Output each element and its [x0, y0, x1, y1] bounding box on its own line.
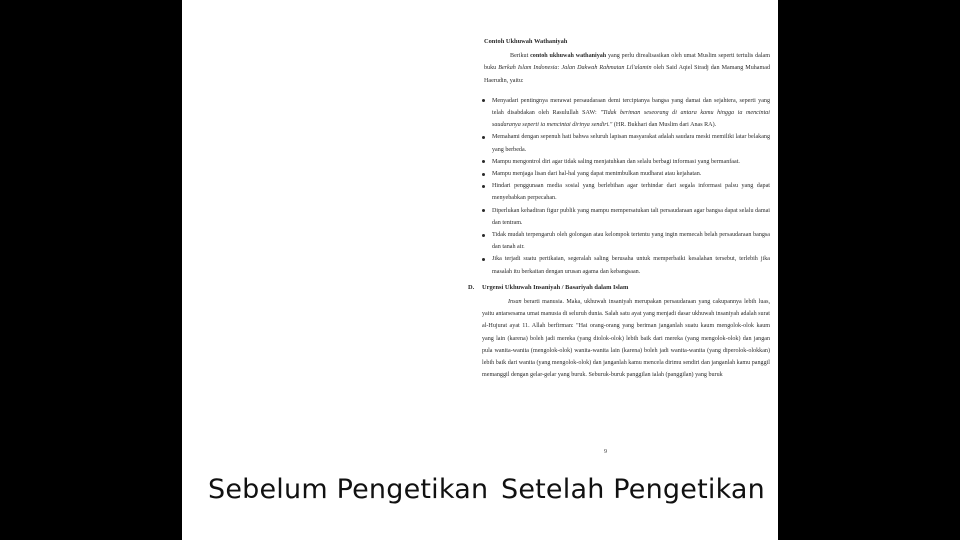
intro-paragraph: Berikut contoh ukhuwah wathaniyah yang perlu direalisasikan oleh umat Muslim seperti tertulis dalam buku Berkah Islam Indonesia: Jalan Dakwah Rahmatan Lil'alamin oleh Said Aqiel Siradj dan Mamang Muhamad Haerudin, yaitu:	[484, 53, 770, 84]
list-item: Jika terjadi suatu pertikaian, segeralah saling berusaha untuk memperbaiki kesalahan tersebut, terlebih jika masalah itu berkaitan dengan urusan agama dan kebangsaan.	[480, 253, 770, 277]
caption-before-typing: Sebelum Pengetikan	[208, 474, 489, 505]
bullet-icon	[482, 209, 485, 212]
bullet-icon	[482, 136, 485, 139]
document-page	[182, 0, 778, 540]
page-number: 9	[604, 449, 607, 455]
list-item: Memahami dengan sepenuh hati bahwa seluruh lapisan masyarakat adalah saudara meski memiliki latar belakang yang berbeda.	[480, 131, 770, 155]
caption-after-typing: Setelah Pengetikan	[501, 474, 765, 505]
section-heading: D. Urgensi Ukhuwah Insaniyah / Basariyah dalam Islam	[468, 283, 629, 291]
bullet-icon	[482, 99, 485, 102]
section-body: Insan berarti manusia. Maka, ukhuwah insaniyah merupakan persaudaraan yang cakupannya lebih luas, yaitu antarsesama umat manusia di seluruh dunia. Salah satu ayat yang menjadi dasar ukhuwah insaniyah adalah surat al-Hujurat ayat 11. Allah berfirman: "Hai orang-orang yang beriman janganlah suatu kaum mengolok-olok kaum yang lain (karena) boleh jadi mereka (yang diolok-olok) lebih baik dari mereka (yang mengolok-olok) dan jangan pula wanita-wanita (mengolok-olok) wanita-wanita lain (karena) boleh jadi wanita-wanita (yang diperolok-olokkan) lebih baik dari wanita (yang mengolok-olok) dan janganlah kamu mencela dirimu sendiri dan janganlah kamu panggil memanggil dengan gelar-gelar yang buruk. Seburuk-buruk panggilan ialah (panggilan) yang buruk	[482, 299, 770, 379]
subheading: Contoh Ukhuwah Wathaniyah	[484, 38, 568, 45]
list-item: Hindari penggunaan media sosial yang berlebihan agar terhindar dari segala informasi palsu yang dapat menyebabkan perpecahan.	[480, 180, 770, 204]
list-item: Mampu mengontrol diri agar tidak saling menjatuhkan dan selalu berbagi informasi yang bermanfaat.	[480, 156, 770, 168]
list-item: Tidak mudah terpengaruh oleh golongan atau kelompok tertentu yang ingin memecah belah persaudaraan bangsa dan tanah air.	[480, 229, 770, 253]
bullet-icon	[482, 185, 485, 188]
bullet-list	[480, 95, 770, 278]
list-item: Mampu menjaga lisan dari hal-hal yang dapat menimbulkan mudharat atau kejahatan.	[480, 168, 770, 180]
bullet-icon	[482, 173, 485, 176]
document-content	[468, 36, 771, 381]
bullet-icon	[482, 160, 485, 163]
list-item: Diperlukan kehadiran figur publik yang mampu mempersatukan tali persaudaraan agar bangsa dapat selalu damai dan tentram.	[480, 205, 770, 229]
bullet-icon	[482, 258, 485, 261]
list-item: Menyadari pentingnya merawat persaudaraan demi terciptanya bangsa yang damai dan sejahtera, seperti yang telah disabdakan oleh Rasulullah SAW: "Tidak beriman seseorang di antara kamu hingga ia mencintai saudaranya seperti ia mencintai dirinya sendiri." (HR. Bukhari dan Muslim dari Anas RA).	[480, 95, 770, 132]
bullet-icon	[482, 234, 485, 237]
